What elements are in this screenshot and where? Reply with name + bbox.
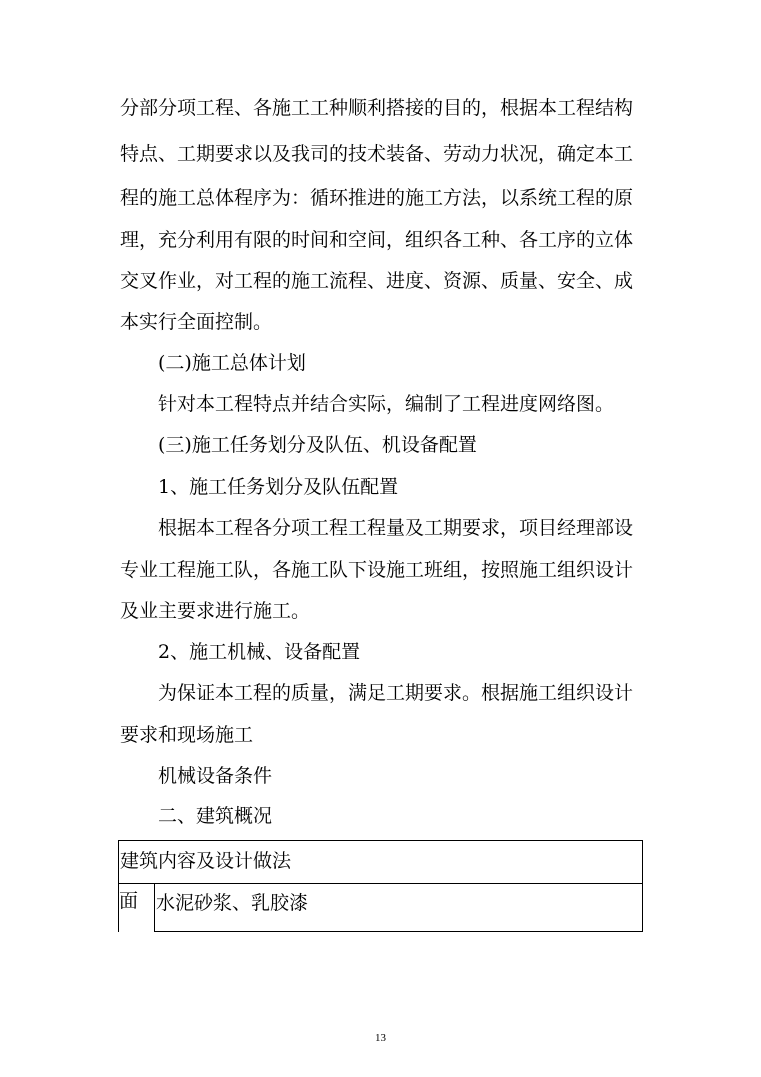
building-table xyxy=(118,840,643,932)
paragraph-line: 针对本工程特点并结合实际，编制了工程进度网络图。 xyxy=(158,393,615,415)
paragraph-line: 分部分项工程、各施工工种顺利搭接的目的，根据本工程结构 xyxy=(120,97,634,119)
subsection-heading: 1、施工任务划分及队伍配置 xyxy=(158,476,399,498)
paragraph-line: 为保证本工程的质量，满足工期要求。根据施工组织设计 xyxy=(158,682,634,704)
table-border xyxy=(154,931,643,932)
section-heading: 二、建筑概况 xyxy=(158,805,273,827)
paragraph-line: 程的施工总体程序为：循环推进的施工方法，以系统工程的原 xyxy=(120,187,634,209)
page-number: 13 xyxy=(375,1032,386,1044)
table-row-label: 面 xyxy=(119,890,139,912)
table-border xyxy=(642,883,643,932)
paragraph-line: 及业主要求进行施工。 xyxy=(120,600,311,622)
paragraph-line: 要求和现场施工 xyxy=(120,724,254,746)
table-header-cell: 建筑内容及设计做法 xyxy=(120,850,292,872)
table-row-value: 水泥砂浆、乳胶漆 xyxy=(156,892,309,914)
paragraph-line: 根据本工程各分项工程工程量及工期要求，项目经理部设 xyxy=(158,517,634,539)
paragraph-line: 本实行全面控制。 xyxy=(120,311,273,333)
subsection-heading: 2、施工机械、设备配置 xyxy=(158,641,361,663)
paragraph-line: 交叉作业，对工程的施工流程、进度、资源、质量、安全、成 xyxy=(120,270,634,292)
section-heading: (二)施工总体计划 xyxy=(158,352,306,374)
paragraph-line: 理，充分利用有限的时间和空间，组织各工种、各工序的立体 xyxy=(120,229,634,251)
table-row xyxy=(118,883,643,932)
paragraph-line: 机械设备条件 xyxy=(158,765,273,787)
table-border xyxy=(154,883,155,932)
paragraph-line: 专业工程施工队，各施工队下设施工班组，按照施工组织设计 xyxy=(120,559,634,581)
table-header-row xyxy=(118,840,643,884)
section-heading: (三)施工任务划分及队伍、机设备配置 xyxy=(158,434,477,456)
paragraph-line: 特点、工期要求以及我司的技术装备、劳动力状况，确定本工 xyxy=(120,143,634,165)
